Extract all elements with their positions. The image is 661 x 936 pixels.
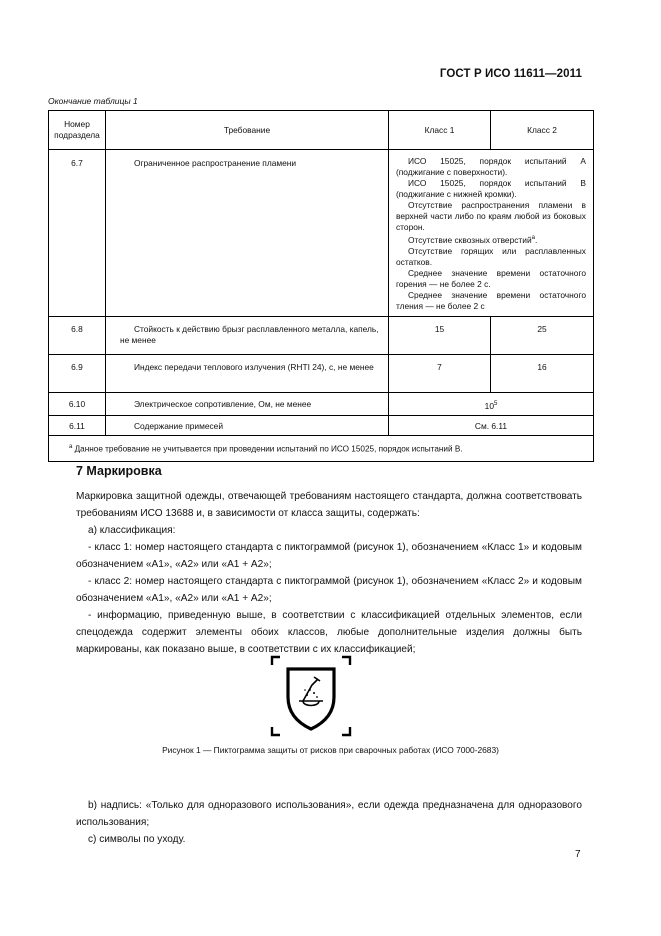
header-req: Требование bbox=[105, 111, 388, 150]
row-class-both: См. 6.11 bbox=[388, 416, 593, 436]
header-class1: Класс 1 bbox=[388, 111, 490, 150]
paragraph: с) символы по уходу. bbox=[88, 834, 186, 845]
row-req: Электрическое сопротивление, Ом, не менее bbox=[105, 393, 388, 416]
section-body bbox=[76, 488, 582, 658]
row-num: 6.9 bbox=[49, 355, 106, 393]
document-code: ГОСТ Р ИСО 11611—2011 bbox=[439, 68, 582, 80]
row-req: Содержание примесей bbox=[105, 416, 388, 436]
row-class-both bbox=[388, 150, 593, 317]
table-row bbox=[49, 317, 594, 355]
page-number: 7 bbox=[575, 849, 581, 860]
row-req: Ограниченное распространение пламени bbox=[105, 150, 388, 317]
table-footnote-row bbox=[49, 436, 594, 462]
row-num: 6.11 bbox=[49, 416, 106, 436]
req-line: Отсутствие горящих или расплавленных остатков. bbox=[395, 245, 586, 267]
requirements-table bbox=[48, 110, 594, 462]
req-line: Отсутствие распространения пламени в верхней части либо по краям любой из боковых сторон. bbox=[395, 200, 586, 232]
section-body-after bbox=[76, 797, 582, 848]
paragraph: а) классификация: bbox=[88, 525, 176, 536]
req-line: ИСО 15025, порядок испытаний А (поджигание с поверхности). bbox=[395, 156, 586, 177]
table-header-row bbox=[49, 111, 594, 150]
header-num: Номер подраздела bbox=[49, 111, 106, 150]
row-num: 6.8 bbox=[49, 317, 106, 355]
table-caption: Окончание таблицы 1 bbox=[48, 96, 138, 106]
paragraph: - класс 2: номер настоящего стандарта с пиктограммой (рисунок 1), обозначением «Класс 2» и кодовым обозначением «А1», «А2» или «А1 + А2»; bbox=[76, 576, 582, 604]
table-row bbox=[49, 416, 594, 436]
req-line: ИСО 15025, порядок испытаний В (поджигание с нижней кромки). bbox=[395, 178, 586, 199]
row-class-both: $10^5$ bbox=[388, 393, 593, 416]
section-heading: 7 Маркировка bbox=[76, 464, 162, 478]
row-class1: 15 bbox=[388, 317, 490, 355]
req-line: Среднее значение времени остаточного горения — не более 2 с. bbox=[395, 267, 586, 289]
row-req: Индекс передачи теплового излучения (RHTI 24), с, не менее bbox=[105, 355, 388, 393]
figure-caption: Рисунок 1 — Пиктограмма защиты от рисков при сварочных работах (ИСО 7000-2683) bbox=[162, 745, 499, 755]
table-footnote: $^a$ Данное требование не учитывается при проведении испытаний по ИСО 15025, порядок испытаний В. bbox=[49, 436, 594, 462]
table-row bbox=[49, 393, 594, 416]
row-req: Стойкость к действию брызг расплавленного металла, капель, не менее bbox=[105, 317, 388, 355]
footnote-mark: a bbox=[531, 235, 535, 241]
welding-protection-pictogram-icon bbox=[270, 655, 352, 737]
paragraph: b) надпись: «Только для одноразового использования», если одежда предназначена для одноразового использования; bbox=[76, 800, 582, 828]
req-line: Отсутствие сквозных отверстий$^a$. bbox=[407, 234, 538, 245]
row-class2: 16 bbox=[490, 355, 593, 393]
paragraph: - класс 1: номер настоящего стандарта с пиктограммой (рисунок 1), обозначением «Класс 1» и кодовым обозначением «А1», «А2» или «А1 + А2»; bbox=[76, 542, 582, 570]
row-num: 6.7 bbox=[49, 150, 106, 317]
paragraph: Маркировка защитной одежды, отвечающей требованиям настоящего стандарта, должна соответствовать требованиям ИСО 13688 и, в зависимости от класса защиты, содержать: bbox=[76, 491, 582, 519]
req-line: Среднее значение времени остаточного тления — не более 2 с bbox=[395, 289, 586, 311]
row-class1: 7 bbox=[388, 355, 490, 393]
row-num: 6.10 bbox=[49, 393, 106, 416]
header-class2: Класс 2 bbox=[490, 111, 593, 150]
row-class2: 25 bbox=[490, 317, 593, 355]
table-row bbox=[49, 355, 594, 393]
table-row bbox=[49, 150, 594, 317]
paragraph: - информацию, приведенную выше, в соответствии с классификацией отдельных элементов, если спецодежда содержит элементы обоих классов, любые дополнительные изделия должны быть маркированы, как показано выше, в соответствии с их классификацией; bbox=[76, 610, 582, 655]
